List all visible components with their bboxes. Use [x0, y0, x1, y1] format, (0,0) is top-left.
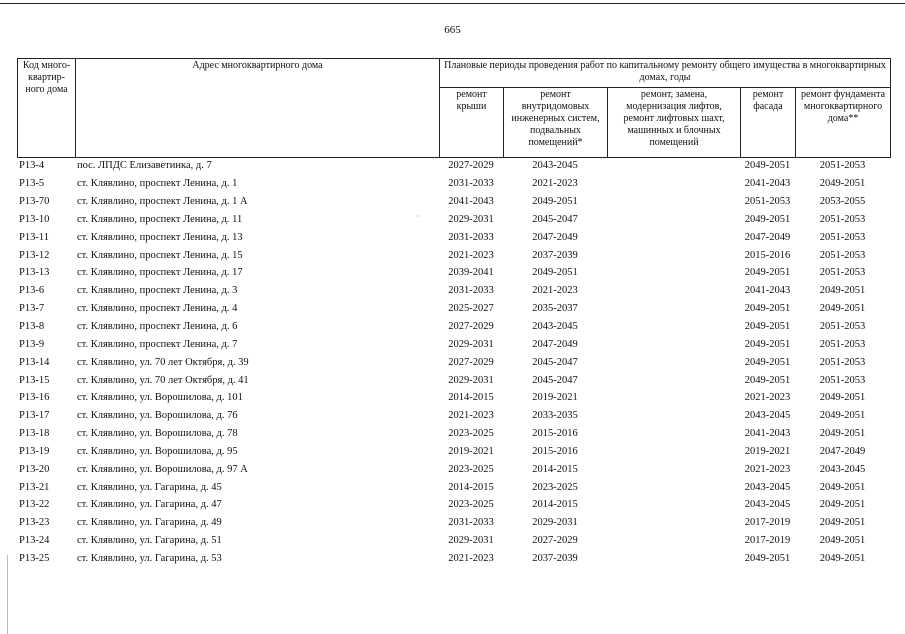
cell-address: ст. Клявлино, проспект Ленина, д. 3 — [77, 285, 238, 297]
cell-foundation: 2051-2053 — [819, 374, 866, 386]
cell-code: P13-70 — [19, 196, 50, 208]
cell-engineering: 2047-2049 — [532, 338, 578, 350]
cell-facade: 2017-2019 — [744, 517, 791, 529]
cell-address: ст. Клявлино, ул. Гагарина, д. 45 — [77, 481, 222, 493]
cell-foundation: 2049-2051 — [819, 303, 866, 315]
cell-elevators — [607, 157, 740, 175]
cell-elevators — [607, 496, 740, 514]
table-row — [17, 407, 890, 425]
cell-foundation: 2049-2051 — [819, 481, 866, 493]
cell-roof: 2031-2033 — [448, 517, 494, 529]
cell-engineering: 2043-2045 — [532, 160, 578, 172]
cell-elevators — [607, 353, 740, 371]
cell-code: P13-10 — [19, 213, 50, 225]
cell-address: ст. Клявлино, ул. Ворошилова, д. 76 — [77, 410, 238, 422]
cell-roof: 2029-2031 — [448, 213, 494, 225]
cell-engineering: 2015-2016 — [532, 428, 578, 440]
cell-roof: 2031-2033 — [448, 231, 494, 243]
cell-engineering: 2027-2029 — [532, 535, 578, 547]
cell-engineering: 2019-2021 — [532, 392, 578, 404]
cell-elevators — [607, 264, 740, 282]
table-row — [17, 371, 890, 389]
table-row — [17, 532, 890, 550]
cell-facade: 2043-2045 — [744, 499, 791, 511]
cell-address: ст. Клявлино, проспект Ленина, д. 13 — [77, 231, 243, 243]
cell-foundation: 2051-2053 — [819, 321, 866, 333]
cell-code: P13-8 — [19, 321, 45, 333]
cell-address: ст. Клявлино, проспект Ленина, д. 11 — [77, 213, 243, 225]
table-row — [17, 228, 890, 246]
cell-facade: 2021-2023 — [744, 463, 791, 475]
cell-roof: 2014-2015 — [448, 392, 494, 404]
cell-address: ст. Клявлино, проспект Ленина, д. 1 — [77, 178, 238, 190]
header-roof: ремонт крыши — [440, 87, 504, 157]
table-row — [17, 246, 890, 264]
cell-roof: 2027-2029 — [448, 356, 494, 368]
cell-code: P13-11 — [19, 231, 49, 243]
cell-code: P13-23 — [19, 517, 50, 529]
top-rule — [0, 3, 905, 4]
cell-engineering: 2021-2023 — [532, 178, 578, 190]
cell-foundation: 2049-2051 — [819, 517, 866, 529]
cell-facade: 2049-2051 — [744, 213, 791, 225]
cell-engineering: 2047-2049 — [532, 231, 578, 243]
cell-roof: 2039-2041 — [448, 267, 494, 279]
cell-roof: 2029-2031 — [448, 374, 494, 386]
scan-speck: · — [416, 211, 419, 221]
cell-elevators — [607, 318, 740, 336]
table-row — [17, 193, 890, 211]
cell-roof: 2029-2031 — [448, 338, 494, 350]
cell-facade: 2049-2051 — [744, 160, 791, 172]
cell-engineering: 2033-2035 — [532, 410, 578, 422]
cell-facade: 2021-2023 — [744, 392, 791, 404]
table-row — [17, 496, 890, 514]
cell-facade: 2041-2043 — [744, 285, 791, 297]
cell-facade: 2049-2051 — [744, 321, 791, 333]
cell-engineering: 2035-2037 — [532, 303, 578, 315]
cell-facade: 2041-2043 — [744, 428, 791, 440]
cell-foundation: 2049-2051 — [819, 535, 866, 547]
cell-facade: 2047-2049 — [744, 231, 791, 243]
cell-foundation: 2051-2053 — [819, 213, 866, 225]
cell-elevators — [607, 532, 740, 550]
cell-address: ст. Клявлино, проспект Ленина, д. 1 А — [77, 196, 248, 208]
cell-engineering: 2045-2047 — [532, 213, 578, 225]
cell-facade: 2049-2051 — [744, 338, 791, 350]
cell-address: ст. Клявлино, ул. Гагарина, д. 49 — [77, 517, 222, 529]
cell-engineering: 2014-2015 — [532, 463, 578, 475]
table-row — [17, 389, 890, 407]
cell-code: P13-19 — [19, 445, 50, 457]
cell-foundation: 2053-2055 — [819, 196, 866, 208]
cell-engineering: 2021-2023 — [532, 285, 578, 297]
cell-roof: 2023-2025 — [448, 463, 494, 475]
table-row — [17, 443, 890, 461]
cell-elevators — [607, 550, 740, 568]
cell-address: ст. Клявлино, ул. Ворошилова, д. 101 — [77, 392, 243, 404]
cell-facade: 2049-2051 — [744, 356, 791, 368]
cell-code: P13-25 — [19, 552, 50, 564]
cell-address: ст. Клявлино, ул. Гагарина, д. 53 — [77, 552, 222, 564]
cell-address: ст. Клявлино, проспект Ленина, д. 4 — [77, 303, 238, 315]
cell-address: ст. Клявлино, проспект Ленина, д. 6 — [77, 321, 238, 333]
cell-facade: 2051-2053 — [744, 196, 791, 208]
cell-engineering: 2037-2039 — [532, 552, 578, 564]
table-row — [17, 264, 890, 282]
cell-foundation: 2049-2051 — [819, 552, 866, 564]
cell-engineering: 2023-2025 — [532, 481, 578, 493]
cell-foundation: 2043-2045 — [819, 463, 866, 475]
cell-elevators — [607, 389, 740, 407]
header-address: Адрес многоквартирного дома — [76, 59, 440, 158]
table-row — [17, 550, 890, 568]
schedule-table — [17, 157, 890, 567]
cell-elevators — [607, 443, 740, 461]
cell-foundation: 2049-2051 — [819, 499, 866, 511]
header-foundation: ремонт фундамента многоквартирного дома** — [796, 87, 891, 157]
cell-code: P13-18 — [19, 428, 50, 440]
cell-address: ст. Клявлино, ул. Ворошилова, д. 95 — [77, 445, 238, 457]
cell-code: P13-6 — [19, 285, 45, 297]
cell-facade: 2049-2051 — [744, 267, 791, 279]
cell-engineering: 2049-2051 — [532, 267, 578, 279]
cell-facade: 2049-2051 — [744, 374, 791, 386]
table-row — [17, 425, 890, 443]
cell-engineering: 2037-2039 — [532, 249, 578, 261]
cell-facade: 2049-2051 — [744, 552, 791, 564]
cell-elevators — [607, 335, 740, 353]
cell-roof: 2025-2027 — [448, 303, 494, 315]
cell-foundation: 2051-2053 — [819, 249, 866, 261]
table-row — [17, 318, 890, 336]
cell-engineering: 2015-2016 — [532, 445, 578, 457]
cell-roof: 2021-2023 — [448, 410, 494, 422]
cell-code: P13-24 — [19, 535, 50, 547]
cell-address: ст. Клявлино, ул. Ворошилова, д. 78 — [77, 428, 238, 440]
cell-facade: 2049-2051 — [744, 303, 791, 315]
cell-foundation: 2051-2053 — [819, 267, 866, 279]
cell-facade: 2043-2045 — [744, 481, 791, 493]
table-row — [17, 300, 890, 318]
cell-facade: 2041-2043 — [744, 178, 791, 190]
header-engineering: ремонт внутридомовых инженерных систем, подвальных помещений* — [504, 87, 608, 157]
cell-code: P13-20 — [19, 463, 50, 475]
cell-code: P13-14 — [19, 356, 50, 368]
table-row — [17, 175, 890, 193]
cell-code: P13-15 — [19, 374, 50, 386]
cell-code: P13-17 — [19, 410, 50, 422]
cell-foundation: 2051-2053 — [819, 231, 866, 243]
cell-foundation: 2049-2051 — [819, 428, 866, 440]
table-row — [17, 460, 890, 478]
table-row — [17, 514, 890, 532]
cell-elevators — [607, 175, 740, 193]
cell-address: ст. Клявлино, ул. 70 лет Октября, д. 39 — [77, 356, 249, 368]
page-number: 665 — [444, 24, 461, 36]
cell-code: P13-9 — [19, 338, 45, 350]
cell-facade: 2043-2045 — [744, 410, 791, 422]
cell-foundation: 2051-2053 — [819, 356, 866, 368]
cell-roof: 2023-2025 — [448, 499, 494, 511]
cell-foundation: 2047-2049 — [819, 445, 866, 457]
cell-elevators — [607, 425, 740, 443]
cell-code: P13-4 — [19, 160, 45, 172]
table-row — [17, 353, 890, 371]
cell-address: ст. Клявлино, ул. Гагарина, д. 47 — [77, 499, 222, 511]
cell-facade: 2015-2016 — [744, 249, 791, 261]
cell-elevators — [607, 246, 740, 264]
cell-roof: 2027-2029 — [448, 321, 494, 333]
cell-code: P13-7 — [19, 303, 45, 315]
cell-address: ст. Клявлино, ул. Ворошилова, д. 97 А — [77, 463, 248, 475]
cell-elevators — [607, 460, 740, 478]
table-row — [17, 157, 890, 175]
cell-foundation: 2049-2051 — [819, 410, 866, 422]
cell-code: P13-13 — [19, 267, 50, 279]
cell-address: ст. Клявлино, ул. 70 лет Октября, д. 41 — [77, 374, 249, 386]
cell-engineering: 2014-2015 — [532, 499, 578, 511]
cell-elevators — [607, 228, 740, 246]
header-elevators: ремонт, замена, модернизация лифтов, ремонт лифтовых шахт, машинных и блочных помещений — [608, 87, 741, 157]
cell-roof: 2021-2023 — [448, 249, 494, 261]
cell-code: P13-21 — [19, 481, 50, 493]
table-row — [17, 335, 890, 353]
cell-code: P13-22 — [19, 499, 50, 511]
cell-foundation: 2051-2053 — [819, 338, 866, 350]
cell-code: P13-16 — [19, 392, 50, 404]
cell-elevators — [607, 478, 740, 496]
cell-elevators — [607, 193, 740, 211]
cell-foundation: 2051-2053 — [819, 160, 866, 172]
cell-engineering: 2029-2031 — [532, 517, 578, 529]
cell-code: P13-5 — [19, 178, 45, 190]
cell-elevators — [607, 514, 740, 532]
margin-line — [7, 555, 8, 634]
cell-engineering: 2045-2047 — [532, 374, 578, 386]
cell-roof: 2019-2021 — [448, 445, 494, 457]
table-header — [17, 58, 891, 158]
cell-address: ст. Клявлино, проспект Ленина, д. 7 — [77, 338, 238, 350]
table-row — [17, 478, 890, 496]
cell-roof: 2021-2023 — [448, 552, 494, 564]
cell-roof: 2029-2031 — [448, 535, 494, 547]
header-facade: ремонт фасада — [741, 87, 796, 157]
cell-elevators — [607, 211, 740, 229]
cell-roof: 2031-2033 — [448, 178, 494, 190]
cell-address: ст. Клявлино, проспект Ленина, д. 17 — [77, 267, 243, 279]
header-code: Код много-квартир-ного дома — [18, 59, 76, 158]
cell-address: пос. ЛПДС Елизаветинка, д. 7 — [77, 160, 212, 172]
cell-roof: 2014-2015 — [448, 481, 494, 493]
cell-foundation: 2049-2051 — [819, 285, 866, 297]
cell-engineering: 2049-2051 — [532, 196, 578, 208]
cell-elevators — [607, 371, 740, 389]
cell-foundation: 2049-2051 — [819, 392, 866, 404]
cell-engineering: 2043-2045 — [532, 321, 578, 333]
cell-facade: 2017-2019 — [744, 535, 791, 547]
cell-code: P13-12 — [19, 249, 50, 261]
table-row — [17, 282, 890, 300]
cell-elevators — [607, 282, 740, 300]
cell-facade: 2019-2021 — [744, 445, 791, 457]
cell-address: ст. Клявлино, ул. Гагарина, д. 51 — [77, 535, 222, 547]
cell-elevators — [607, 300, 740, 318]
cell-roof: 2041-2043 — [448, 196, 494, 208]
cell-roof: 2031-2033 — [448, 285, 494, 297]
cell-foundation: 2049-2051 — [819, 178, 866, 190]
cell-roof: 2023-2025 — [448, 428, 494, 440]
cell-address: ст. Клявлино, проспект Ленина, д. 15 — [77, 249, 243, 261]
cell-roof: 2027-2029 — [448, 160, 494, 172]
table-row — [17, 211, 890, 229]
cell-engineering: 2045-2047 — [532, 356, 578, 368]
header-periods: Плановые периоды проведения работ по капитальному ремонту общего имущества в многоквартирных домах, годы — [440, 59, 891, 88]
cell-elevators — [607, 407, 740, 425]
